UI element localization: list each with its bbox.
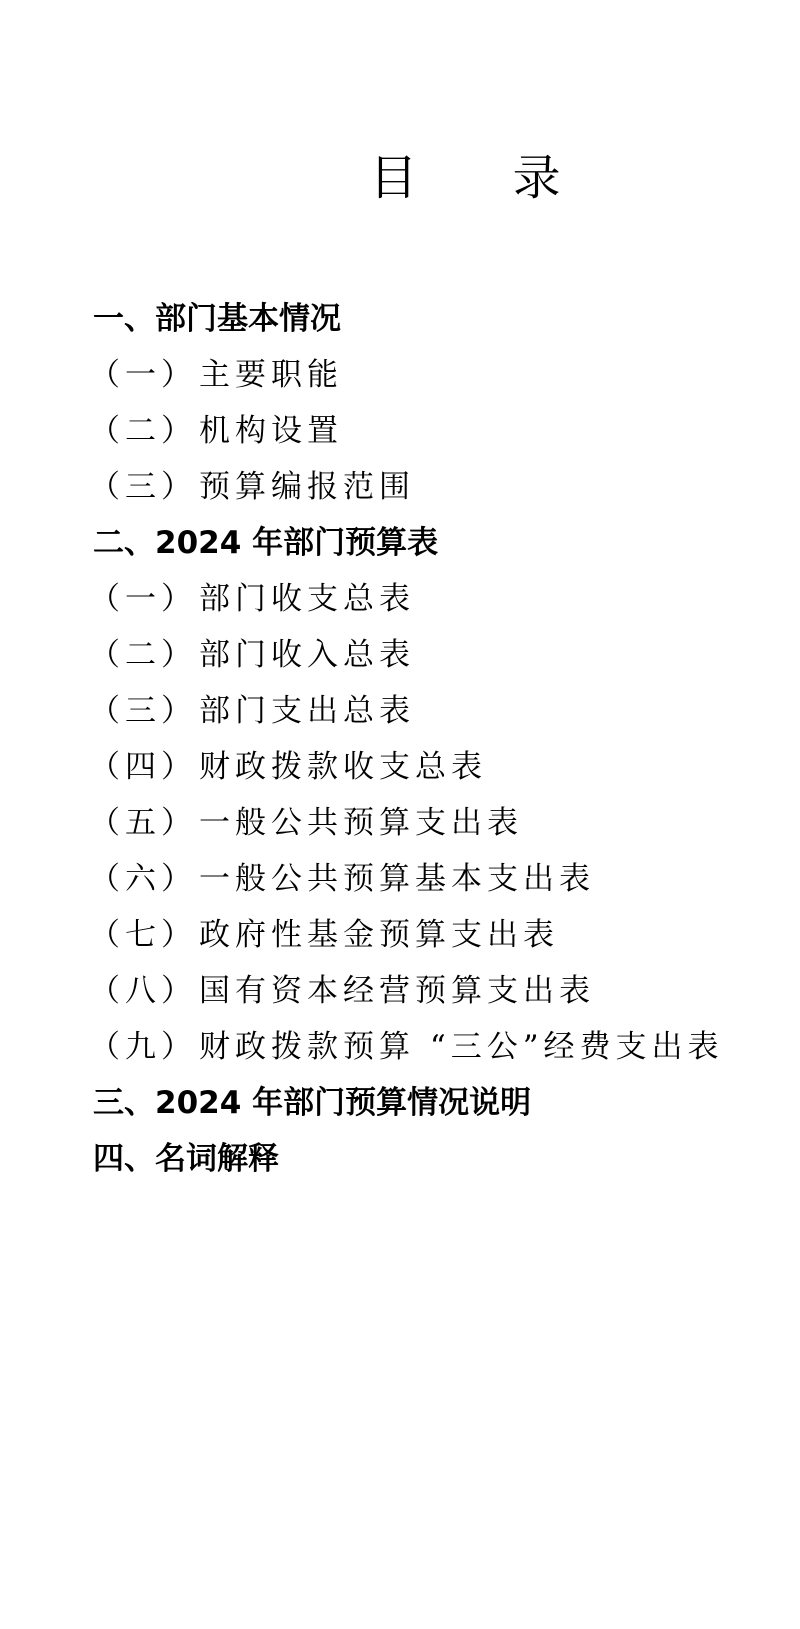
toc-section-label: 四、名词解释 (93, 1140, 279, 1177)
toc-item-general-budget-basic-expense[interactable] (89, 847, 793, 903)
toc-item-fiscal-appropriation-summary[interactable] (89, 735, 793, 791)
toc-item-number: （一） (89, 356, 197, 393)
toc-item-number: （五） (89, 804, 197, 841)
toc-item-number: （二） (89, 412, 197, 449)
toc-item-number: （九） (89, 1028, 197, 1065)
toc-item-number: （二） (89, 636, 197, 673)
toc-item-number: （七） (89, 916, 197, 953)
toc-item-government-fund-expense[interactable] (89, 903, 793, 959)
table-of-contents (89, 287, 793, 1183)
toc-item-number: （三） (89, 692, 197, 729)
toc-item-number: （八） (89, 972, 197, 1009)
toc-section-basic-info[interactable] (93, 287, 793, 343)
toc-item-label: 部门收支总表 (199, 580, 415, 617)
toc-section-label: 一、部门基本情况 (93, 300, 341, 337)
toc-item-number: （一） (89, 580, 197, 617)
toc-item-label: 财政拨款收支总表 (199, 748, 487, 785)
toc-item-label: 国有资本经营预算支出表 (199, 972, 595, 1009)
toc-item-label: 部门支出总表 (199, 692, 415, 729)
toc-item-expense-summary[interactable] (89, 679, 793, 735)
toc-item-main-functions[interactable] (89, 343, 793, 399)
toc-item-organization[interactable] (89, 399, 793, 455)
toc-section-budget-explanation[interactable] (93, 1071, 793, 1127)
toc-item-income-expense-summary[interactable] (89, 567, 793, 623)
toc-item-number: （三） (89, 468, 197, 505)
toc-item-label: 政府性基金预算支出表 (199, 916, 559, 953)
toc-item-label: 财政拨款预算 “三公”经费支出表 (199, 1028, 724, 1065)
toc-section-label: 三、2024 年部门预算情况说明 (93, 1084, 532, 1121)
toc-section-label: 二、2024 年部门预算表 (93, 524, 439, 561)
toc-item-three-public-expenses[interactable] (89, 1015, 793, 1071)
toc-section-glossary[interactable] (93, 1127, 793, 1183)
toc-item-state-capital-expense[interactable] (89, 959, 793, 1015)
toc-item-income-summary[interactable] (89, 623, 793, 679)
page-title: 目 录 (369, 150, 601, 206)
toc-item-budget-scope[interactable] (89, 455, 793, 511)
toc-item-label: 一般公共预算支出表 (199, 804, 523, 841)
toc-item-label: 预算编报范围 (199, 468, 415, 505)
toc-item-general-budget-expense[interactable] (89, 791, 793, 847)
toc-item-label: 一般公共预算基本支出表 (199, 860, 595, 897)
toc-section-budget-tables[interactable] (93, 511, 793, 567)
toc-item-number: （六） (89, 860, 197, 897)
toc-item-label: 机构设置 (199, 412, 343, 449)
toc-item-label: 部门收入总表 (199, 636, 415, 673)
toc-item-number: （四） (89, 748, 197, 785)
toc-item-label: 主要职能 (199, 356, 343, 393)
